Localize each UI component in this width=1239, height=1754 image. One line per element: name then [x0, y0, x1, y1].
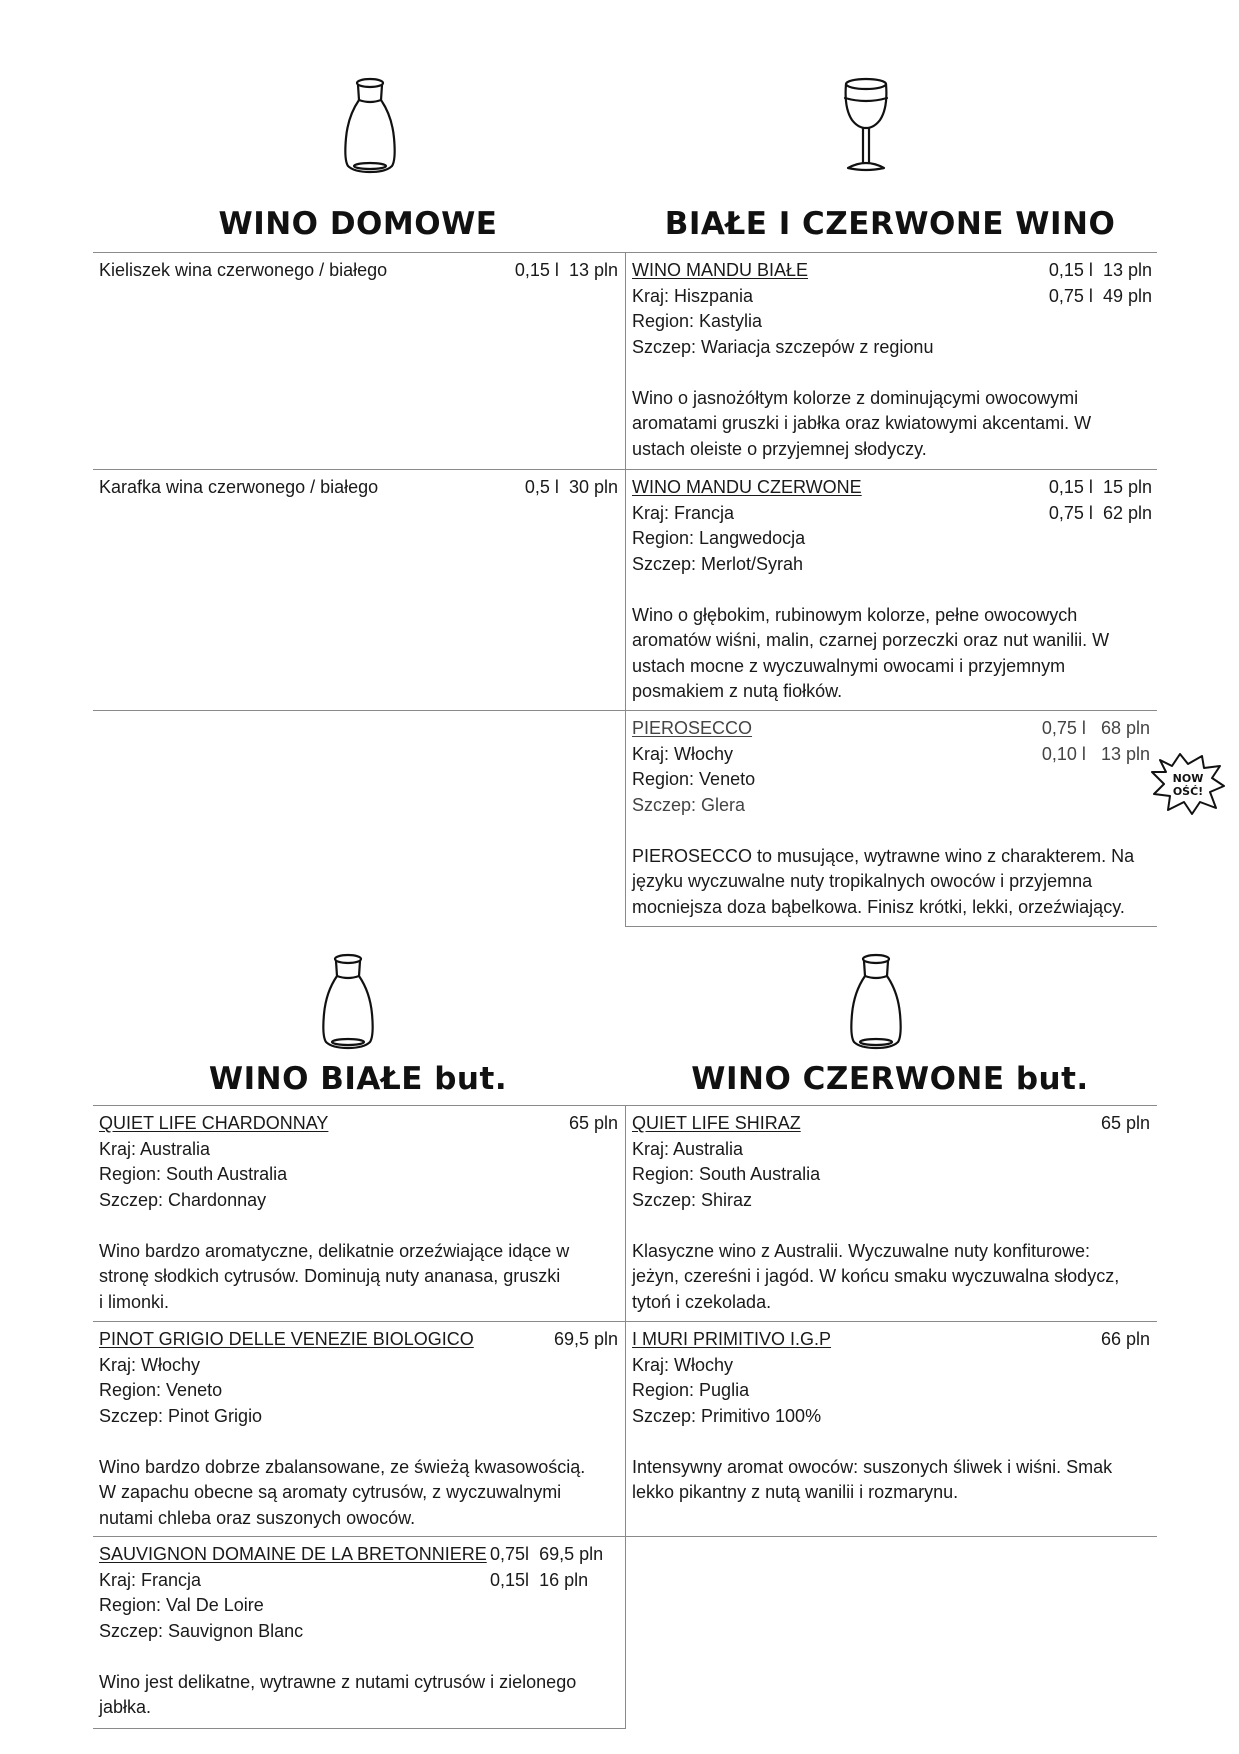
table-rule — [625, 926, 1157, 927]
wine-description: PIEROSECCO to musujące, wytrawne wino z charakterem. Na języku wyczuwalne nuty tropikalnych owoców i przyjemna mocniejsza doza bąbelkowa. Finisz krótki, lekki, orzeźwiający. — [632, 845, 1135, 917]
wine-description: Wino o głębokim, rubinowym kolorze, pełne owocowych aromatów wiśni, malin, czarnej porzeczki oraz nut wanilii. W ustach mocne z wyczuwalnymi owocami i przyjemnym posmakiem z nutą fiołków. — [632, 604, 1110, 701]
wine-price: 0,15 l 15 pln 0,75 l 62 pln — [1048, 477, 1152, 523]
wine-grape: Szczep: Pinot Grigio — [99, 1405, 263, 1426]
list-item — [99, 1327, 619, 1531]
wine-grape: Szczep: Primitivo 100% — [632, 1405, 822, 1426]
wine-region: Region: South Australia — [99, 1164, 288, 1184]
wine-country: Kraj: Włochy — [632, 743, 734, 764]
wine-region: Region: Kastylia — [632, 311, 763, 331]
wine-country: Kraj: Francja — [99, 1569, 202, 1590]
house-item-price: 0,15 l 13 pln — [514, 260, 618, 280]
new-badge-line2: OŚĆ! — [1172, 785, 1204, 798]
list-item — [99, 258, 387, 284]
wine-name: QUIET LIFE SHIRAZ — [632, 1113, 801, 1133]
wine-price: 0,15 l 13 pln 0,75 l 49 pln — [1048, 260, 1152, 306]
wine-grape: Szczep: Wariacja szczepów z regionu — [632, 336, 934, 357]
wine-price: 0,75 l 68 pln 0,10 l 13 pln — [1041, 718, 1150, 764]
wine-region: Region: Veneto — [632, 769, 756, 789]
wine-name: PINOT GRIGIO DELLE VENEZIE BIOLOGICO — [99, 1329, 474, 1349]
list-item — [99, 1111, 619, 1315]
carafe-icon — [846, 952, 906, 1052]
heading-red-bottle: WINO CZERWONE but. — [691, 1061, 1089, 1097]
wine-name: SAUVIGNON DOMAINE DE LA BRETONNIERE — [99, 1544, 487, 1564]
wine-description-line: Klasyczne wino z Australii. Wyczuwalne nuty konfiturowe: — [632, 1240, 1091, 1261]
table-divider — [625, 1105, 626, 1729]
new-badge-line1: NOW — [1172, 772, 1204, 785]
wine-description-line: nutami chleba oraz suszonych owoców. — [99, 1507, 416, 1528]
wine-grape: Szczep: Sauvignon Blanc — [99, 1620, 304, 1641]
wine-grape: Szczep: Merlot/Syrah — [632, 553, 804, 574]
heading-white-red-wine: BIAŁE I CZERWONE WINO — [664, 206, 1116, 242]
carafe-icon — [318, 952, 378, 1052]
house-item-price: 0,5 l 30 pln — [524, 477, 618, 497]
table-divider — [625, 252, 626, 927]
wine-description-line: jeżyn, czereśni i jagód. W końcu smaku wyczuwalna słodycz, — [632, 1266, 1120, 1286]
wine-price: 65 pln — [1100, 1113, 1150, 1133]
wine-name: PIEROSECCO — [632, 718, 753, 738]
wine-description-line: Wino jest delikatne, wytrawne z nutami cytrusów i zielonego — [99, 1671, 577, 1692]
wine-description-line: i limonki. — [99, 1291, 170, 1312]
wine-grape: Szczep: Chardonnay — [99, 1189, 267, 1210]
wine-description-line: Wino bardzo dobrze zbalansowane, ze świeżą kwasowością. — [99, 1456, 586, 1477]
wine-price: 65 pln — [568, 1113, 618, 1133]
list-item — [99, 475, 378, 501]
house-item-name: Karafka wina czerwonego / białego — [99, 477, 379, 497]
heading-house-wine: WINO DOMOWE — [218, 206, 498, 242]
wine-region: Region: South Australia — [632, 1164, 821, 1184]
list-item — [632, 1111, 1152, 1315]
wine-name: WINO MANDU BIAŁE — [632, 260, 809, 280]
wine-description-line: jabłka. — [99, 1697, 152, 1717]
wine-name: QUIET LIFE CHARDONNAY — [99, 1113, 329, 1133]
house-item-name: Kieliszek wina czerwonego / białego — [99, 260, 388, 280]
wine-description-line: lekko pikantny z nutą wanilii i rozmarynu. — [632, 1482, 959, 1502]
wine-country: Kraj: Włochy — [99, 1354, 201, 1375]
new-badge-icon — [1150, 752, 1226, 816]
wine-name: I MURI PRIMITIVO I.G.P — [632, 1329, 832, 1349]
wine-name: WINO MANDU CZERWONE — [632, 477, 862, 497]
wine-description-line: stronę słodkich cytrusów. Dominują nuty ananasa, gruszki — [99, 1266, 561, 1286]
wine-description-line: W zapachu obecne są aromaty cytrusów, z wyczuwalnymi — [99, 1482, 562, 1502]
wine-price: 0,75l 69,5 pln 0,15l 16 pln — [490, 1544, 604, 1590]
wine-description-line: tytoń i czekolada. — [632, 1291, 772, 1312]
wine-region: Region: Puglia — [632, 1380, 750, 1400]
wine-region: Region: Veneto — [99, 1380, 223, 1400]
wine-country: Kraj: Hiszpania — [632, 285, 754, 306]
wine-grape: Szczep: Glera — [632, 794, 746, 815]
table-rule — [93, 1728, 625, 1729]
wine-country: Kraj: Australia — [632, 1138, 744, 1159]
wine-price: 66 pln — [1100, 1329, 1150, 1349]
wine-region: Region: Val De Loire — [99, 1595, 264, 1615]
list-item — [632, 1327, 1152, 1506]
carafe-icon — [340, 76, 400, 176]
wine-grape: Szczep: Shiraz — [632, 1189, 753, 1210]
wine-region: Region: Langwedocja — [632, 528, 806, 548]
wine-price: 69,5 pln — [553, 1329, 618, 1349]
wine-country: Kraj: Włochy — [632, 1354, 734, 1375]
wine-country: Kraj: Australia — [99, 1138, 211, 1159]
wine-country: Kraj: Francja — [632, 502, 735, 523]
wine-description-line: Intensywny aromat owoców: suszonych śliwek i wiśni. Smak — [632, 1456, 1113, 1477]
heading-white-bottle: WINO BIAŁE but. — [208, 1061, 508, 1097]
wine-description: Wino o jasnożółtym kolorze z dominującymi owocowymi aromatami gruszki i jabłka oraz kwiatowymi akcentami. W ustach oleiste o przyjemnej słodyczy. — [632, 387, 1092, 459]
wine-description-line: Wino bardzo aromatyczne, delikatnie orzeźwiające idące w — [99, 1240, 570, 1261]
wine-glass-icon — [836, 76, 896, 176]
